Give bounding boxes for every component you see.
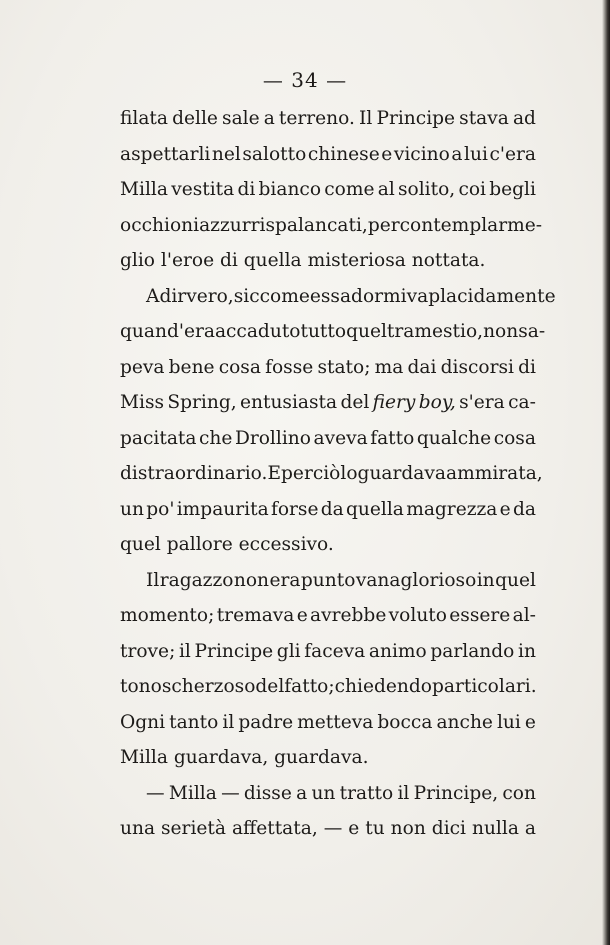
word: tratto: [339, 782, 394, 804]
word: Principe,: [413, 782, 499, 804]
word: trove;: [120, 640, 176, 662]
word: non: [233, 569, 270, 591]
word: ragazzo: [159, 569, 234, 591]
text-line: [120, 243, 536, 279]
word: vicino: [393, 143, 450, 165]
word: da: [512, 498, 536, 520]
word: accaduto: [214, 321, 301, 342]
text-line: [120, 208, 543, 244]
word: al: [377, 179, 395, 200]
word: e: [348, 818, 360, 839]
word: anche: [436, 711, 493, 733]
word: quel: [346, 321, 387, 342]
word: cosa: [218, 356, 261, 378]
word: e: [381, 143, 393, 165]
word: tramestio,: [386, 321, 484, 342]
word: nel: [211, 143, 241, 165]
word: me-: [507, 214, 543, 236]
text-line: [120, 172, 536, 208]
word: tanto: [169, 711, 219, 733]
word: sa-: [518, 321, 546, 342]
word: aveva: [313, 427, 368, 449]
word: Ogni: [120, 711, 166, 733]
word: di: [518, 356, 536, 378]
word: avrebbe: [310, 605, 387, 626]
word: ad: [512, 108, 536, 129]
word: al-: [512, 605, 536, 626]
word: di: [120, 463, 138, 484]
word: azzurri: [199, 214, 266, 236]
word: s'era: [459, 392, 505, 413]
word: eccessivo.: [238, 534, 334, 555]
page-number: — 34 —: [262, 68, 348, 92]
word: non: [390, 818, 426, 839]
text-line: [120, 101, 536, 137]
text-line: [120, 811, 536, 847]
word: bocca: [377, 711, 433, 733]
word: quel: [120, 534, 161, 555]
word: delle: [172, 108, 218, 129]
word: vestita: [171, 179, 235, 200]
word: un: [120, 498, 144, 520]
word: con: [502, 782, 536, 804]
word: tutto: [300, 321, 347, 342]
word: E: [267, 463, 282, 484]
word: qualche: [416, 427, 492, 449]
word: il: [397, 782, 410, 804]
word: pallore: [166, 534, 233, 555]
word: occhioni: [120, 214, 200, 236]
page-edge-shadow: [602, 0, 610, 945]
word: filata: [120, 108, 168, 129]
word: guardava.: [274, 747, 369, 768]
word: guardava: [357, 463, 446, 484]
word: straordinario.: [137, 463, 268, 484]
word: metteva: [297, 711, 374, 733]
word: solito,: [398, 179, 456, 200]
word: Spring,: [167, 392, 237, 413]
word: —: [146, 782, 165, 804]
word: Milla: [168, 782, 217, 804]
word: ammirata,: [445, 463, 543, 484]
word: chiedendo: [334, 676, 432, 697]
word: fiery: [372, 392, 416, 413]
word: da: [320, 498, 344, 520]
text-line: [120, 776, 536, 812]
word: c'era: [489, 143, 536, 165]
word: impaurita: [176, 498, 269, 520]
word: essa: [309, 285, 352, 307]
word: padre: [238, 711, 294, 733]
word: dormiva: [351, 285, 429, 307]
word: Miss: [120, 392, 165, 413]
word: momento;: [120, 605, 215, 626]
word: Milla: [120, 747, 168, 768]
word: Drollino: [234, 427, 311, 449]
word: chinese: [307, 143, 380, 165]
word: ma: [374, 356, 404, 378]
word: po': [146, 498, 175, 520]
word: di: [237, 179, 256, 200]
word: peva: [120, 356, 165, 378]
word: pacitata: [120, 427, 197, 449]
text-line: [120, 456, 543, 492]
text-line: [120, 137, 536, 173]
word: voluto: [388, 605, 447, 626]
word: stava: [459, 108, 509, 129]
word: quand'era: [120, 321, 215, 342]
word: in: [518, 640, 536, 662]
text-line: [120, 279, 556, 315]
word: coi: [458, 179, 486, 200]
word: fatto: [370, 427, 415, 449]
word: boy,: [418, 392, 456, 413]
word: a: [296, 782, 308, 804]
word: bianco: [258, 179, 322, 200]
word: vero,: [186, 285, 234, 307]
word: e: [524, 711, 536, 733]
word: glio: [120, 250, 155, 271]
word: come: [324, 179, 375, 200]
word: lui: [464, 143, 488, 165]
word: punto: [300, 569, 356, 591]
word: dai: [407, 356, 437, 378]
word: un: [311, 782, 336, 804]
word: in: [476, 569, 495, 591]
word: dici: [431, 818, 467, 839]
word: quella: [243, 250, 302, 271]
word: begli: [489, 179, 536, 200]
word: —: [323, 818, 343, 839]
text-line: [120, 634, 536, 670]
word: quel: [495, 569, 536, 591]
word: parlando: [430, 640, 515, 662]
word: cosa: [493, 427, 536, 449]
word: A: [146, 285, 160, 307]
word: il: [178, 640, 191, 662]
word: Il: [146, 569, 160, 591]
text-line: [120, 669, 536, 705]
text-line: [120, 385, 536, 421]
word: Il: [359, 108, 373, 129]
word: sale: [222, 108, 260, 129]
word: tono: [120, 676, 162, 697]
word: del: [340, 392, 370, 413]
word: una: [120, 818, 156, 839]
word: lo: [340, 463, 358, 484]
word: faceva: [304, 640, 366, 662]
word: il: [222, 711, 235, 733]
text-line: [120, 563, 536, 599]
word: nulla: [471, 818, 519, 839]
word: l'eroe: [160, 250, 215, 271]
word: —: [221, 782, 240, 804]
word: a: [451, 143, 463, 165]
word: tu: [365, 818, 385, 839]
word: discorsi: [440, 356, 514, 378]
text-line: [120, 350, 536, 386]
word: essere: [449, 605, 511, 626]
text-line: [120, 527, 536, 563]
word: salotto: [242, 143, 307, 165]
word: a: [524, 818, 536, 839]
word: bene: [168, 356, 215, 378]
word: fosse: [265, 356, 314, 378]
word: scherzoso: [161, 676, 256, 697]
word: particolari.: [431, 676, 537, 697]
word: guardava,: [173, 747, 269, 768]
word: quella: [346, 498, 404, 520]
word: del: [255, 676, 285, 697]
word: perciò: [281, 463, 341, 484]
word: siccome: [233, 285, 310, 307]
word: misteriosa: [307, 250, 406, 271]
word: per: [367, 214, 400, 236]
text-line: [120, 740, 536, 776]
word: stato;: [317, 356, 371, 378]
word: che: [199, 427, 233, 449]
word: serietà: [161, 818, 226, 839]
word: a: [263, 108, 275, 129]
word: magrezza: [406, 498, 498, 520]
word: non: [483, 321, 519, 342]
word: aspettarli: [120, 143, 211, 165]
word: spalancati,: [265, 214, 368, 236]
word: disse: [243, 782, 292, 804]
body-text: [120, 101, 556, 847]
word: affettata,: [231, 818, 318, 839]
word: Principe: [194, 640, 274, 662]
word: entusiasta: [240, 392, 338, 413]
word: gli: [276, 640, 301, 662]
word: placidamente: [428, 285, 556, 307]
word: Milla: [120, 179, 168, 200]
word: tremava: [216, 605, 295, 626]
word: ca-: [508, 392, 536, 413]
text-line: [120, 421, 536, 457]
word: lui: [496, 711, 521, 733]
word: dir: [159, 285, 187, 307]
text-line: [120, 598, 536, 634]
word: terreno.: [278, 108, 355, 129]
word: animo: [368, 640, 427, 662]
word: contemplar: [399, 214, 508, 236]
word: e: [296, 605, 308, 626]
word: nottata.: [411, 250, 486, 271]
word: Principe: [376, 108, 456, 129]
word: di: [220, 250, 238, 271]
word: era: [269, 569, 301, 591]
text-line: [120, 314, 546, 350]
word: fatto;: [284, 676, 335, 697]
text-line: [120, 492, 536, 528]
word: forse: [270, 498, 319, 520]
word: e: [499, 498, 511, 520]
text-line: [120, 705, 536, 741]
word: vanaglorioso: [355, 569, 477, 591]
